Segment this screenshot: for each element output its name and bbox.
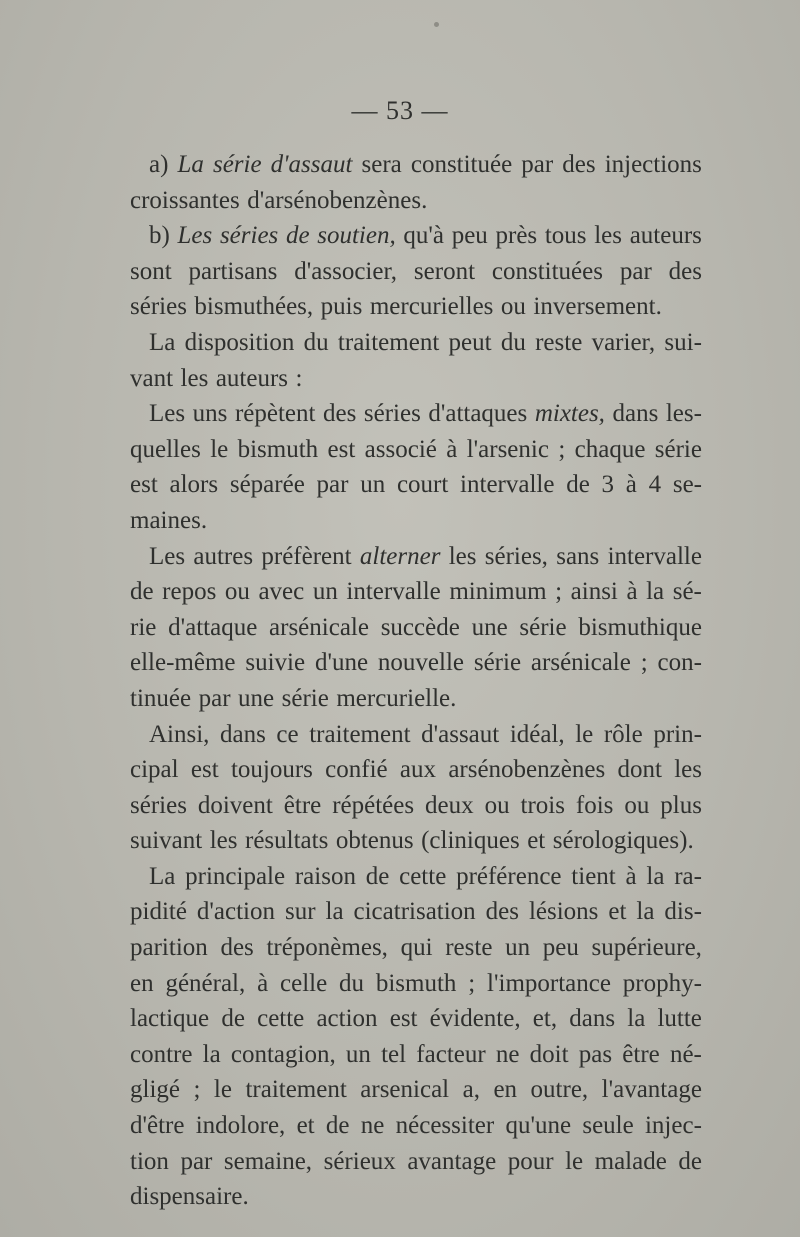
text-line: a) La série d'assaut sera constituée par des injections — [149, 151, 702, 178]
text-line: maines. — [130, 506, 208, 534]
paragraph — [130, 218, 702, 325]
paragraph — [130, 147, 702, 218]
text-line: contre la contagion, un tel facteur ne doit pas être né- — [130, 1040, 702, 1068]
text-line: Les uns répètent des séries d'attaques mixtes, dans les- — [149, 400, 702, 428]
text-line: de repos ou avec un intervalle minimum ; ainsi à la sé- — [130, 578, 702, 606]
text-line: d'être indolore, et de ne nécessiter qu'une seule injec- — [130, 1112, 702, 1140]
text-line: parition des tréponèmes, qui reste un peu supérieure, — [130, 934, 702, 962]
text-line: b) Les séries de soutien, qu'à peu près tous les auteurs — [149, 222, 702, 250]
paragraph — [130, 325, 702, 396]
text-line: sont partisans d'associer, seront constituées par des — [130, 257, 702, 285]
paper-speck — [434, 22, 439, 27]
page-number: — 53 — — [351, 96, 449, 125]
text-line: est alors séparée par un court intervalle de 3 à 4 se- — [130, 471, 702, 499]
text-line: suivant les résultats obtenus (cliniques et sérologiques). — [130, 827, 694, 855]
text-line: gligé ; le traitement arsenical a, en outre, l'avantage — [130, 1076, 702, 1104]
body-text — [130, 147, 702, 1215]
paragraph — [130, 717, 702, 859]
text-line: quelles le bismuth est associé à l'arsenic ; chaque série — [130, 435, 702, 463]
text-line: Ainsi, dans ce traitement d'assaut idéal, le rôle prin- — [149, 720, 702, 748]
text-line: vant les auteurs : — [130, 364, 303, 392]
text-line: Les autres préfèrent alterner les séries, sans intervalle — [149, 542, 702, 570]
text-line: rie d'attaque arsénicale succède une série bismuthique — [130, 613, 702, 641]
text-line: La principale raison de cette préférence tient à la ra- — [149, 862, 702, 890]
text-line: La disposition du traitement peut du reste varier, sui- — [149, 328, 702, 356]
text-line: dispensaire. — [130, 1183, 249, 1211]
paragraph — [130, 396, 702, 538]
paragraph — [130, 539, 702, 717]
text-line: lactique de cette action est évidente, et, dans la lutte — [130, 1005, 702, 1033]
text-line: elle-même suivie d'une nouvelle série arsénicale ; con- — [130, 649, 702, 677]
text-line: séries doivent être répétées deux ou trois fois ou plus — [130, 791, 702, 819]
text-line: tion par semaine, sérieux avantage pour le malade de — [130, 1147, 702, 1175]
text-line: cipal est toujours confié aux arsénobenzènes dont les — [130, 756, 702, 784]
text-line: croissantes d'arsénobenzènes. — [130, 186, 428, 214]
text-line: tinuée par une série mercurielle. — [130, 684, 457, 712]
text-line: séries bismuthées, puis mercurielles ou inversement. — [130, 293, 662, 321]
text-line: pidité d'action sur la cicatrisation des lésions et la dis- — [130, 898, 702, 926]
paragraph — [130, 859, 702, 1215]
text-line: en général, à celle du bismuth ; l'importance prophy- — [130, 969, 702, 997]
